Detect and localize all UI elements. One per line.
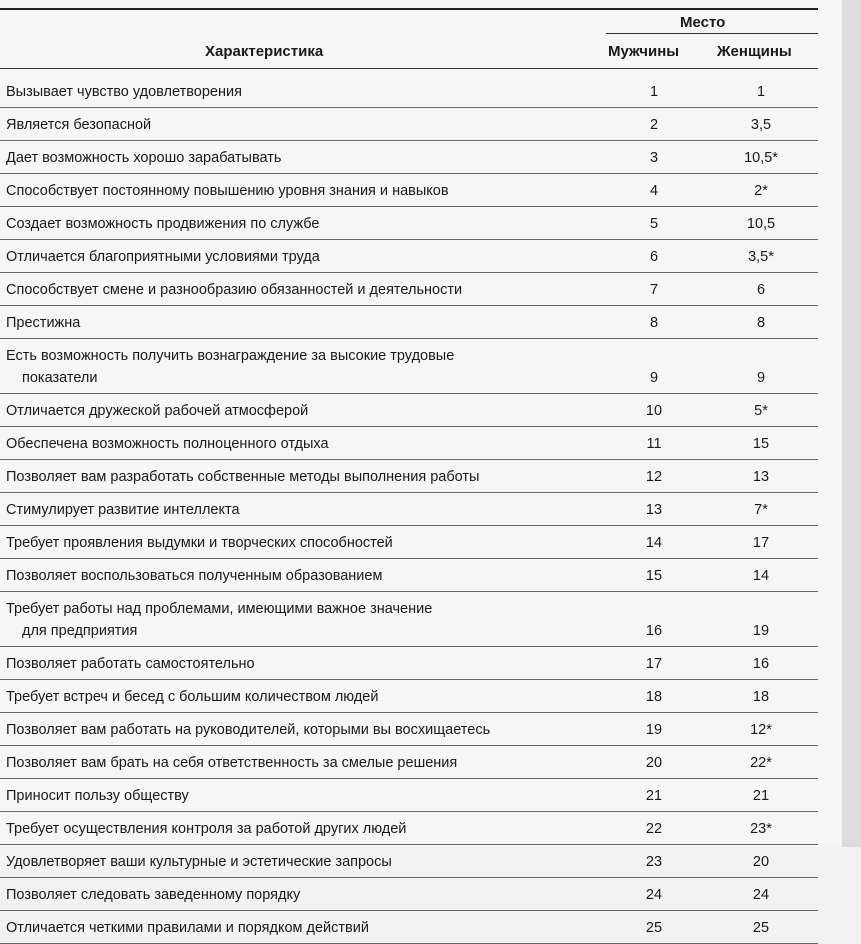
table-row — [0, 174, 818, 207]
women-rank: 24 — [752, 887, 770, 903]
row-characteristic — [0, 427, 596, 459]
table-row — [0, 394, 818, 427]
table-row — [0, 878, 818, 911]
women-rank: 22* — [750, 755, 772, 771]
table-row — [0, 592, 818, 647]
table-row — [0, 713, 818, 746]
women-rank: 10,5 — [746, 216, 776, 232]
characteristic-text: Требует работы над проблемами, имеющими важное значение — [6, 601, 433, 617]
women-rank: 9 — [756, 370, 766, 386]
row-characteristic — [0, 306, 596, 338]
row-characteristic — [0, 746, 596, 778]
table-row — [0, 460, 818, 493]
women-rank: 17 — [752, 535, 770, 551]
characteristic-text: Требует проявления выдумки и творческих способностей — [6, 535, 393, 551]
women-rank: 6 — [756, 282, 766, 298]
characteristic-text: Способствует постоянному повышению уровня знания и навыков — [6, 183, 449, 199]
men-rank: 4 — [649, 183, 659, 199]
table-row — [0, 526, 818, 559]
women-rank: 7* — [754, 502, 768, 518]
women-rank: 12* — [750, 722, 772, 738]
characteristic-text: Стимулирует развитие интеллекта — [6, 502, 240, 518]
row-characteristic — [0, 878, 596, 910]
men-rank: 16 — [645, 623, 663, 639]
men-rank: 25 — [645, 920, 663, 936]
row-characteristic — [0, 713, 596, 745]
row-characteristic — [0, 141, 596, 173]
men-rank: 10 — [645, 403, 663, 419]
row-characteristic — [0, 493, 596, 525]
row-characteristic — [0, 779, 596, 811]
women-rank: 1 — [756, 84, 766, 100]
row-characteristic — [0, 240, 596, 272]
row-characteristic — [0, 911, 596, 943]
top-rule — [0, 8, 818, 10]
women-rank: 8 — [756, 315, 766, 331]
table-row — [0, 812, 818, 845]
men-rank: 12 — [645, 469, 663, 485]
characteristic-text: Способствует смене и разнообразию обязанностей и деятельности — [6, 282, 463, 298]
row-characteristic — [0, 207, 596, 239]
men-rank: 5 — [649, 216, 659, 232]
men-rank: 20 — [645, 755, 663, 771]
row-characteristic — [0, 394, 596, 426]
women-rank: 23* — [750, 821, 772, 837]
characteristic-text: Позволяет вам брать на себя ответственность за смелые решения — [6, 755, 458, 771]
men-rank: 11 — [646, 436, 662, 452]
women-rank: 2* — [754, 183, 768, 199]
characteristic-text: Создает возможность продвижения по службе — [6, 216, 320, 232]
men-rank: 21 — [645, 788, 663, 804]
table-row — [0, 647, 818, 680]
table-row — [0, 339, 818, 394]
table-row — [0, 75, 818, 108]
characteristic-continuation: для предприятия — [22, 623, 138, 639]
row-characteristic — [0, 592, 596, 646]
characteristic-text: Престижна — [6, 315, 81, 331]
header-men: Мужчины — [608, 43, 680, 60]
women-rank: 3,5 — [750, 117, 772, 133]
characteristic-text: Отличается благоприятными условиями труда — [6, 249, 320, 265]
women-rank: 25 — [752, 920, 770, 936]
characteristic-text: Есть возможность получить вознаграждение за высокие трудовые — [6, 348, 455, 364]
characteristic-text: Является безопасной — [6, 117, 152, 133]
men-rank: 6 — [649, 249, 659, 265]
row-characteristic — [0, 812, 596, 844]
women-rank: 16 — [752, 656, 770, 672]
men-rank: 3 — [649, 150, 659, 166]
table-row — [0, 493, 818, 526]
men-rank: 14 — [645, 535, 663, 551]
men-rank: 17 — [645, 656, 663, 672]
men-rank: 22 — [645, 821, 663, 837]
women-rank: 15 — [752, 436, 770, 452]
table-row — [0, 559, 818, 592]
row-characteristic — [0, 273, 596, 305]
row-characteristic — [0, 559, 596, 591]
data-table — [0, 75, 818, 944]
page-edge — [842, 0, 861, 847]
row-characteristic — [0, 526, 596, 558]
characteristic-text: Дает возможность хорошо зарабатывать — [6, 150, 282, 166]
men-rank: 19 — [645, 722, 663, 738]
table-row — [0, 680, 818, 713]
row-characteristic — [0, 680, 596, 712]
women-rank: 13 — [752, 469, 770, 485]
row-characteristic — [0, 460, 596, 492]
characteristic-text: Удовлетворяет ваши культурные и эстетические запросы — [6, 854, 392, 870]
characteristic-text: Вызывает чувство удовлетворения — [6, 84, 242, 100]
header-women: Женщины — [717, 43, 792, 60]
men-rank: 2 — [649, 117, 659, 133]
table-row — [0, 273, 818, 306]
characteristic-text: Отличается дружеской рабочей атмосферой — [6, 403, 309, 419]
men-rank: 15 — [645, 568, 663, 584]
women-rank: 21 — [752, 788, 770, 804]
women-rank: 20 — [752, 854, 770, 870]
table-row — [0, 207, 818, 240]
women-rank: 18 — [752, 689, 770, 705]
characteristic-text: Позволяет вам работать на руководителей, которыми вы восхищаетесь — [6, 722, 491, 738]
characteristic-continuation: показатели — [22, 370, 98, 386]
table-row — [0, 779, 818, 812]
men-rank: 23 — [645, 854, 663, 870]
men-rank: 8 — [649, 315, 659, 331]
row-characteristic — [0, 108, 596, 140]
women-rank: 19 — [752, 623, 770, 639]
row-characteristic — [0, 75, 596, 107]
characteristic-text: Требует осуществления контроля за работой других людей — [6, 821, 407, 837]
table-row — [0, 746, 818, 779]
characteristic-text: Позволяет вам разработать собственные методы выполнения работы — [6, 469, 480, 485]
header-characteristic: Характеристика — [205, 43, 324, 60]
men-rank: 1 — [649, 84, 659, 100]
men-rank: 13 — [645, 502, 663, 518]
header-place: Место — [680, 14, 726, 31]
men-rank: 18 — [645, 689, 663, 705]
characteristic-text: Отличается четкими правилами и порядком действий — [6, 920, 369, 936]
characteristic-text: Позволяет работать самостоятельно — [6, 656, 255, 672]
row-characteristic — [0, 174, 596, 206]
men-rank: 7 — [649, 282, 659, 298]
table-row — [0, 108, 818, 141]
characteristic-text: Позволяет воспользоваться полученным образованием — [6, 568, 383, 584]
row-characteristic — [0, 647, 596, 679]
characteristic-text: Обеспечена возможность полноценного отдыха — [6, 436, 329, 452]
table-row — [0, 306, 818, 339]
row-characteristic — [0, 339, 596, 393]
header-rule — [0, 68, 818, 69]
women-rank: 5* — [754, 403, 768, 419]
table-row — [0, 427, 818, 460]
characteristic-text: Приносит пользу обществу — [6, 788, 189, 804]
men-rank: 24 — [645, 887, 663, 903]
characteristic-text: Позволяет следовать заведенному порядку — [6, 887, 301, 903]
men-rank: 9 — [649, 370, 659, 386]
table-row — [0, 141, 818, 174]
place-rule — [606, 33, 818, 34]
row-characteristic — [0, 845, 596, 877]
table-row — [0, 240, 818, 273]
characteristic-text: Требует встреч и бесед с большим количеством людей — [6, 689, 379, 705]
women-rank: 10,5* — [744, 150, 778, 166]
table-row — [0, 845, 818, 878]
women-rank: 3,5* — [748, 249, 774, 265]
table-row — [0, 911, 818, 944]
women-rank: 14 — [752, 568, 770, 584]
